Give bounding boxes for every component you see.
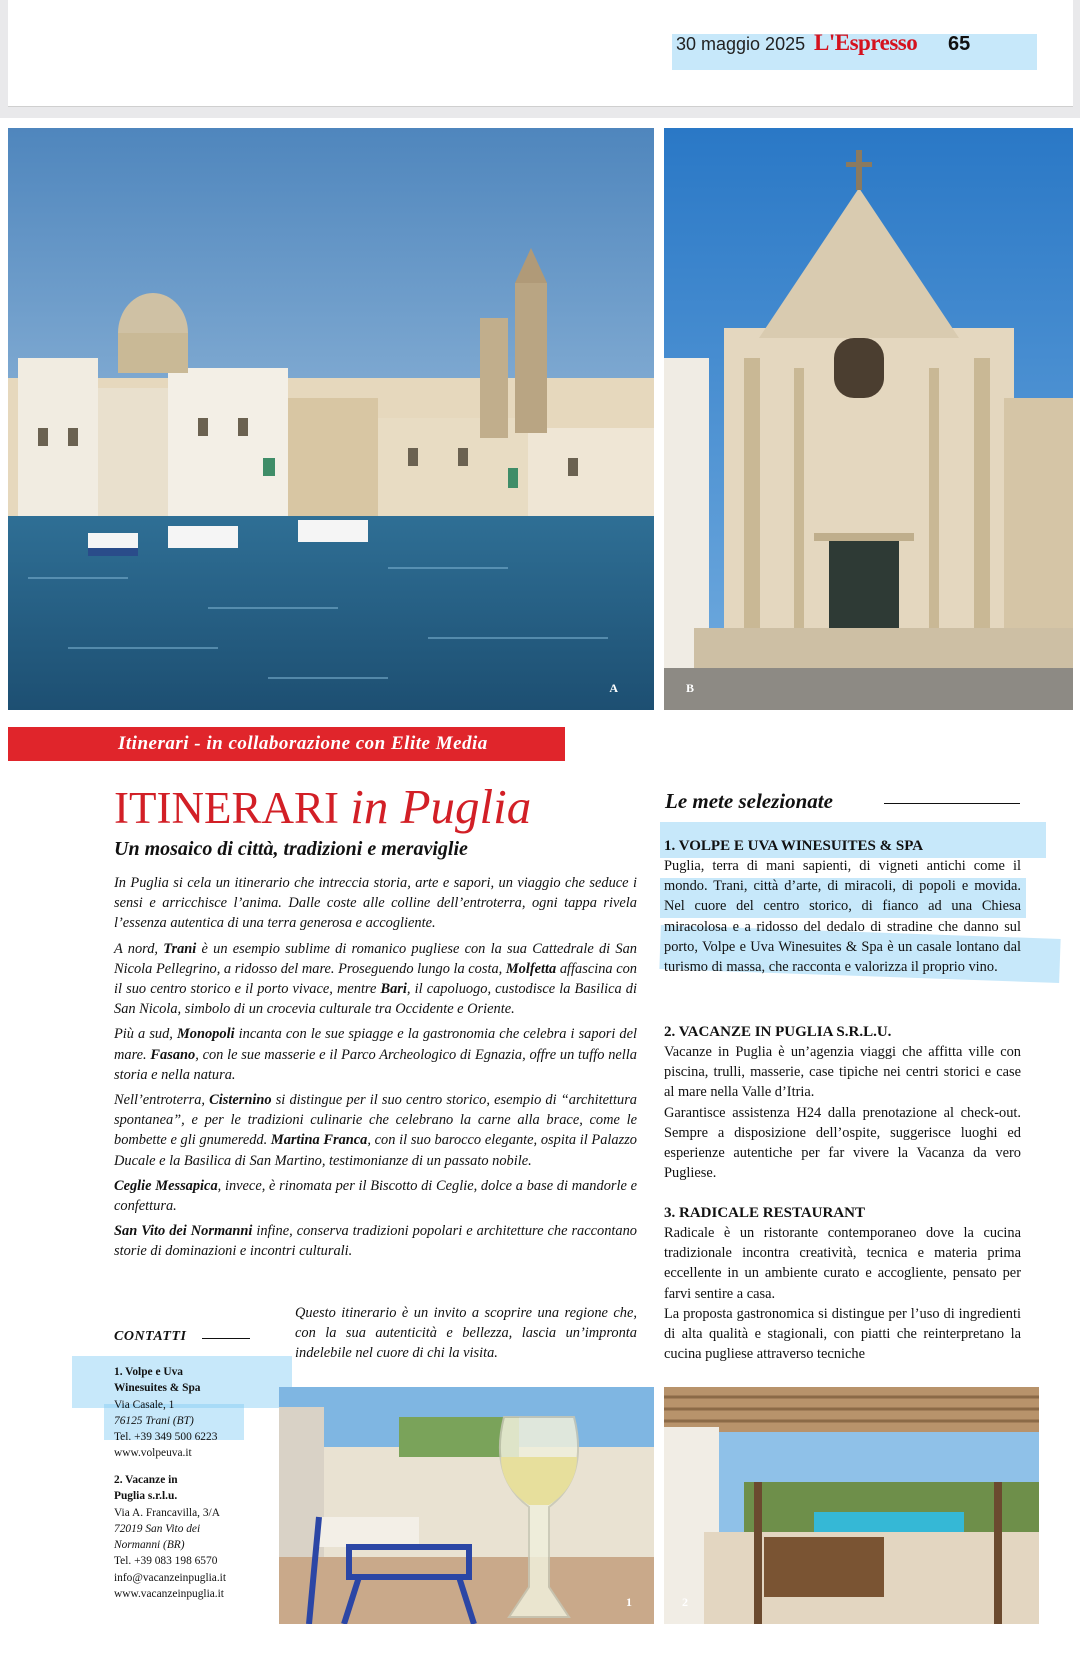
section-band: Itinerari - in collaborazione con Elite Media	[8, 727, 565, 761]
paragraph-south	[114, 1024, 637, 1085]
contact-address: Via Casale, 1	[114, 1398, 175, 1411]
text-run: , con il suo barocco elegante, ospita il Palazzo Ducale e la Basilica di San Martino, testimonianze di un passato nobile.	[114, 1132, 637, 1169]
contact-email[interactable]: info@vacanzeinpuglia.it	[114, 1571, 227, 1584]
entry-text: Garantisce assistenza H24 dalla prenotazione al check-out. Sempre a disposizione dell’ospite, suggerisce luoghi ed esperienze autentiche per far vivere la Vacanza da vero Pugliese.	[664, 1104, 1021, 1182]
place-name: Monopoli	[176, 1026, 235, 1043]
photo-label-2: 2	[682, 1595, 688, 1609]
contact-name: 2. Vacanze in	[114, 1474, 178, 1486]
contact-name: Winesuites & Spa	[114, 1382, 201, 1395]
article-body	[114, 873, 637, 1267]
text-run: si distingue per il suo centro storico, esempio di “architettura spontanea”, e per le tradizioni culinarie che celebrano la carne alla brace, come le bombette e gli gnumeredd.	[114, 1092, 637, 1149]
text-run: affascina con il suo centro storico e il porto vivace, mentre	[114, 960, 637, 998]
text-run: Nell’entroterra,	[114, 1092, 210, 1109]
contacts-heading: CONTATTI	[114, 1329, 187, 1344]
contact-city: Normanni (BR)	[114, 1539, 185, 1552]
text-run: Più a sud,	[114, 1026, 177, 1043]
text-run: incanta con le sue spiagge e la gastronomia che celebra i sapori del mare.	[114, 1026, 638, 1063]
paragraph-san-vito	[114, 1221, 637, 1261]
entry-text: Radicale è un ristorante contemporaneo dove la cucina tradizionale incontra creatività, tecnica e materia prima eccellente in un ambiente curato e accogliente, pensato per farvi sentire a casa.	[664, 1225, 1021, 1302]
entry-text: La proposta gastronomica si distingue per l’uso di ingredienti di alta qualità e stagionali, con piatti che reinterpretano la cucina pugliese attraverso tecniche	[664, 1305, 1021, 1363]
contacts-rule	[202, 1338, 250, 1339]
paragraph-ceglie	[114, 1176, 637, 1216]
photo-label-a: A	[609, 681, 618, 695]
photo-label-1: 1	[626, 1595, 632, 1609]
article-title	[114, 778, 531, 835]
place-name: Martina Franca	[270, 1132, 368, 1149]
paragraph-inland	[114, 1090, 637, 1171]
mete-entry-radicale	[664, 1203, 1021, 1364]
text-run: è un esempio sublime di romanico pugliese con la sua Cattedrale di San Nicola Pellegrino, a ridosso del mare. Proseguendo lungo la costa,	[114, 940, 637, 977]
text-run: , invece, è rinomata per il Biscotto di Ceglie, dolce a base di mandorle e confettura.	[114, 1177, 637, 1215]
photo-label-b: B	[686, 681, 695, 695]
contact-city: 72019 San Vito dei	[114, 1522, 201, 1535]
entry-title: 1. VOLPE E UVA WINESUITES & SPA	[664, 838, 924, 854]
entry-title: 2. VACANZE IN PUGLIA S.R.L.U.	[664, 1024, 892, 1040]
contact-city: 76125 Trani (BT)	[114, 1414, 194, 1427]
contact-name: 1. Volpe e Uva	[114, 1366, 183, 1378]
paragraph-closing: Questo itinerario è un invito a scoprire una regione che, con la sua autenticità e bellezza, lascia un’impronta indelebile nel cuore di chi la visita.	[295, 1305, 637, 1362]
entry-text: Puglia, terra di mani sapienti, di vigneti antichi come il mondo. Trani, città d’arte, di miracoli, di popoli e movida. Nel cuore del centro storico, di fianco ad una Chiesa miracolosa e a ridosso del dedalo di stradine che danno sul porto, Volpe e Uva Winesuites & Spa è un casale lontano dal turismo di massa, che racconta e valorizza il proprio vino.	[664, 858, 1021, 976]
mete-entry-volpe-uva	[664, 836, 1021, 977]
photo-baroque-church	[664, 128, 1073, 710]
text-run: A nord,	[114, 940, 164, 957]
contact-vacanze-puglia	[114, 1472, 264, 1602]
photo-terrace-wine	[279, 1387, 654, 1624]
text-run: infine, conserva tradizioni popolari e architetture che raccontano storie di dominazioni e incontri culturali.	[114, 1223, 637, 1260]
title-italic: in Puglia	[350, 779, 532, 834]
place-name: Fasano	[150, 1046, 196, 1063]
paragraph-north	[114, 939, 637, 1020]
contact-address: Via A. Francavilla, 3/A	[114, 1506, 220, 1519]
article-subtitle: Un mosaico di città, tradizioni e meraviglie	[114, 838, 468, 860]
photo-villa-pool	[664, 1387, 1039, 1624]
text-run: , con le sue masserie e il Parco Archeologico di Egnazia, offre un tuffo nella storia e nella natura.	[114, 1046, 637, 1083]
contact-phone: Tel. +39 083 198 6570	[114, 1555, 218, 1568]
place-name: Bari	[380, 981, 407, 998]
paragraph-intro: In Puglia si cela un itinerario che intreccia storia, arte e sapori, un viaggio che seduce i sensi e arricchisce l’anima. Dalle coste alle colline dell’entroterra, ogni tappa rivela l’essenza autentica di una terra generosa e accogliente.	[114, 875, 637, 932]
contact-phone: Tel. +39 349 500 6223	[114, 1431, 218, 1444]
photo-harbour-town	[8, 128, 654, 710]
contact-website[interactable]: www.vacanzeinpuglia.it	[114, 1588, 224, 1601]
mete-rule	[884, 803, 1020, 804]
place-name: Ceglie Messapica	[114, 1177, 218, 1194]
contact-volpe-uva	[114, 1364, 264, 1462]
place-name: Cisternino	[209, 1092, 272, 1109]
entry-text: Vacanze in Puglia è un’agenzia viaggi che affitta ville con piscina, trulli, masserie, case tipiche nei centri storici e case al mare nella Valle d’Itria.	[664, 1044, 1021, 1101]
contact-website[interactable]: www.volpeuva.it	[114, 1447, 192, 1460]
entry-title: 3. RADICALE RESTAURANT	[664, 1205, 865, 1221]
page-number: 65	[948, 33, 971, 55]
place-name: Trani	[163, 940, 197, 957]
text-run: , il capoluogo, custodisce la Basilica di San Nicola, simbolo di un crocevia culturale tra Occidente e Oriente.	[114, 981, 637, 1018]
page-header	[8, 0, 1073, 107]
title-main: ITINERARI	[114, 783, 339, 833]
mete-entry-vacanze-puglia	[664, 1022, 1021, 1183]
issue-date: 30 maggio 2025	[676, 34, 806, 54]
place-name: Molfetta	[505, 960, 557, 977]
place-name: San Vito dei Normanni	[114, 1223, 253, 1240]
mete-heading: Le mete selezionate	[665, 789, 833, 813]
contact-name: Puglia s.r.l.u.	[114, 1490, 178, 1503]
magazine-logo: L'Espresso	[814, 30, 918, 55]
